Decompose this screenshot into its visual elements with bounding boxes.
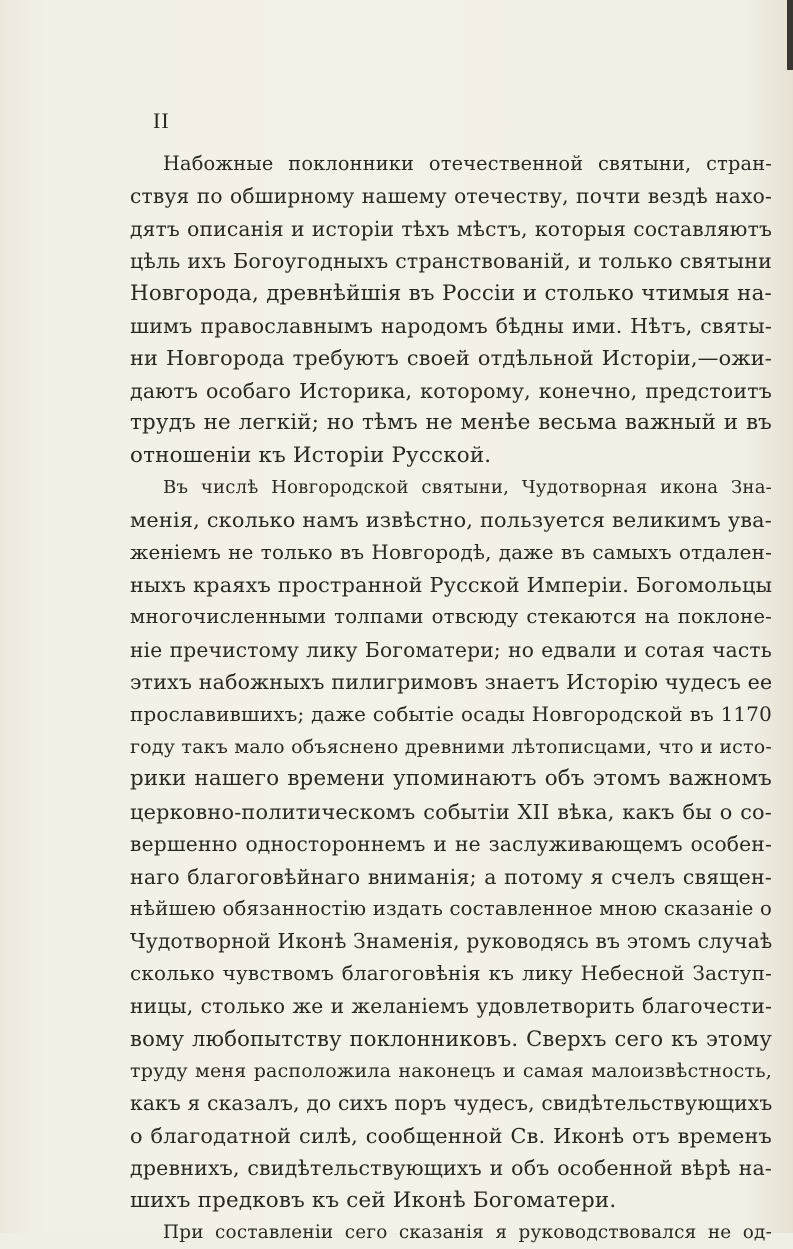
text-line: шимъ православнымъ народомъ бѣдны ими. Нѣтъ, святы-: [130, 313, 772, 338]
page-number: II: [153, 108, 170, 133]
text-line: вому любопытству поклонниковъ. Сверхъ сего къ этому: [130, 1025, 772, 1051]
text-line: Въ числѣ Новгородской святыни, Чудотворная икона Зна-: [163, 476, 772, 498]
text-line: рики нашего времени упоминаютъ объ этомъ важномъ: [130, 766, 772, 792]
text-line: какъ я сказалъ, до сихъ поръ чудесъ, свидѣтельствующихъ: [130, 1091, 773, 1116]
text-line: даютъ особаго Историка, которому, конечно, предстоитъ: [130, 378, 772, 403]
scan-edge-mark: [787, 0, 793, 70]
text-line: ствуя по обширному нашему отечеству, почти вездѣ нахо-: [130, 184, 772, 209]
text-line: о благодатной силѣ, сообщенной Св. Иконѣ отъ временъ: [130, 1123, 772, 1148]
text-line: ніе пречистому лику Богоматери; но едвали и сотая часть: [130, 637, 772, 662]
text-line: Набожные поклонники отечественной святыни, стран-: [163, 152, 772, 175]
text-line: году такъ мало объяснено древними лѣтописцами, что и исто-: [130, 736, 772, 759]
text-line: отношеніи къ Исторіи Русской.: [130, 442, 492, 468]
text-line: ныхъ краяхъ пространной Русской Имперіи. Богомольцы: [130, 573, 773, 598]
text-line: наго благоговѣйнаго вниманія; а потому я счелъ священ-: [130, 864, 772, 889]
text-line: При составленіи сего сказанія я руководствовался не од-: [163, 1221, 772, 1243]
text-line: прославившихъ; даже событіе осады Новгородской въ 1170: [130, 702, 772, 726]
text-line: Новгорода, древнѣйшія въ Россіи и столько чтимыя на-: [130, 280, 772, 306]
text-line: вершенно одностороннемъ и не заслуживающемъ особен-: [130, 832, 772, 857]
text-line: этихъ набожныхъ пилигримовъ знаетъ Исторію чудесъ ее: [130, 670, 773, 695]
text-line: Чудотворной Иконѣ Знаменія, руководясь въ этомъ случаѣ: [130, 929, 773, 954]
text-line: нѣйшею обязанностію издать составленное мною сказаніе о: [130, 896, 772, 920]
body-text: [130, 148, 772, 1249]
text-line: ницы, столько же и желаніемъ удовлетворить благочести-: [130, 994, 772, 1019]
text-line: многочисленными толпами отвсюду стекаются на поклоне-: [130, 605, 772, 629]
text-line: шихъ предковъ къ сей Иконѣ Богоматери.: [130, 1187, 617, 1213]
text-line: ни Новгорода требуютъ своей отдѣльной Исторіи,—ожи-: [130, 346, 772, 371]
text-line: церковно-политическомъ событіи XII вѣка, какъ бы о со-: [130, 799, 772, 824]
text-line: цѣль ихъ Богоугодныхъ странствованій, и только святыни: [130, 249, 772, 274]
text-line: дятъ описанія и исторіи тѣхъ мѣстъ, которыя составляютъ: [130, 216, 772, 241]
text-line: древнихъ, свидѣтельствующихъ и объ особенной вѣрѣ на-: [130, 1156, 772, 1181]
text-line: трудъ не легкій; но тѣмъ не менѣе весьма важный и въ: [130, 410, 772, 436]
text-line: менія, сколько намъ извѣстно, пользуется великимъ ува-: [130, 508, 772, 533]
text-line: женіемъ не только въ Новгородѣ, даже въ самыхъ отдален-: [130, 540, 772, 564]
text-line: труду меня расположила наконецъ и самая малоизвѣстность,: [130, 1059, 772, 1082]
text-line: сколько чувствомъ благоговѣнія къ лику Небесной Заступ-: [130, 961, 772, 985]
